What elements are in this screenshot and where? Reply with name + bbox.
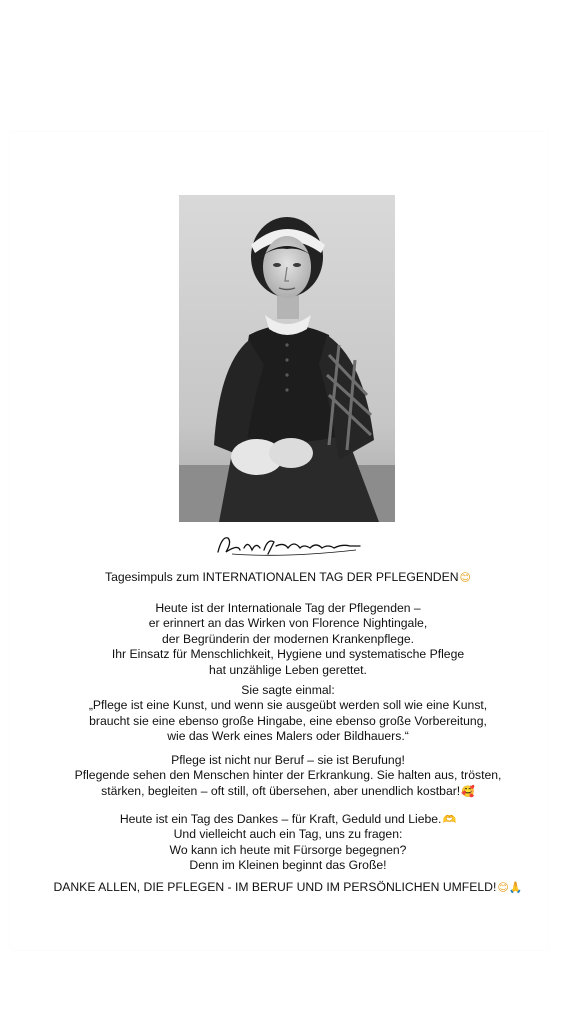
closing	[0, 880, 576, 895]
text-line: Heute ist ein Tag des Dankes – für Kraft, Geduld und Liebe.	[119, 812, 442, 826]
portrait-photo	[179, 195, 395, 522]
paragraph-calling	[0, 753, 576, 799]
text-line: „Pflege ist eine Kunst, und wenn sie ausgeübt werden soll wie eine Kunst,	[88, 698, 488, 713]
text-line: wie das Werk eines Malers oder Bildhauers.“	[167, 729, 409, 744]
text-line: Denn im Kleinen beginnt das Große!	[189, 858, 387, 873]
paragraph-quote	[0, 683, 576, 745]
smile-emoji-icon: 😊	[459, 571, 471, 584]
text-line: er erinnert an das Wirken von Florence Nightingale,	[148, 616, 428, 631]
text-line: Sie sagte einmal:	[241, 683, 335, 697]
paragraph-intro	[0, 601, 576, 678]
text-line: hat unzählige Leben gerettet.	[209, 662, 367, 677]
heart-hands-emoji-icon: 🫶	[442, 813, 457, 826]
love-emoji-icon: 🥰	[461, 784, 475, 798]
text-line: Ihr Einsatz für Menschlichkeit, Hygiene und systematische Pflege	[111, 647, 465, 662]
text-line: der Begründerin der modernen Krankenpflege.	[161, 631, 415, 646]
heading-text: Tagesimpuls zum INTERNATIONALEN TAG DER PFLEGENDEN	[105, 570, 459, 584]
text-line: Und vielleicht auch ein Tag, uns zu fragen:	[173, 827, 403, 842]
text-line: stärken, begleiten – oft still, oft übersehen, aber unendlich kostbar!	[101, 783, 461, 798]
text-line: braucht sie eine ebenso große Hingabe, eine ebenso große Vorbereitung,	[89, 713, 487, 728]
text-line: Heute ist der Internationale Tag der Pflegenden –	[155, 601, 421, 615]
text-line: Pflege ist nicht nur Beruf – sie ist Berufung!	[171, 753, 405, 767]
text-line: Wo kann ich heute mit Fürsorge begegnen?	[169, 842, 407, 857]
signature	[214, 532, 364, 558]
paragraph-thanks	[0, 812, 576, 874]
closing-text: DANKE ALLEN, DIE PFLEGEN - IM BERUF UND IM PERSÖNLICHEN UMFELD!	[53, 880, 497, 894]
heading	[0, 570, 576, 585]
smile-pray-emoji-icon: 😊🙏	[497, 881, 523, 894]
portrait-illustration	[179, 195, 395, 522]
text-line: Pflegende sehen den Menschen hinter der Erkrankung. Sie halten aus, trösten,	[74, 768, 502, 783]
